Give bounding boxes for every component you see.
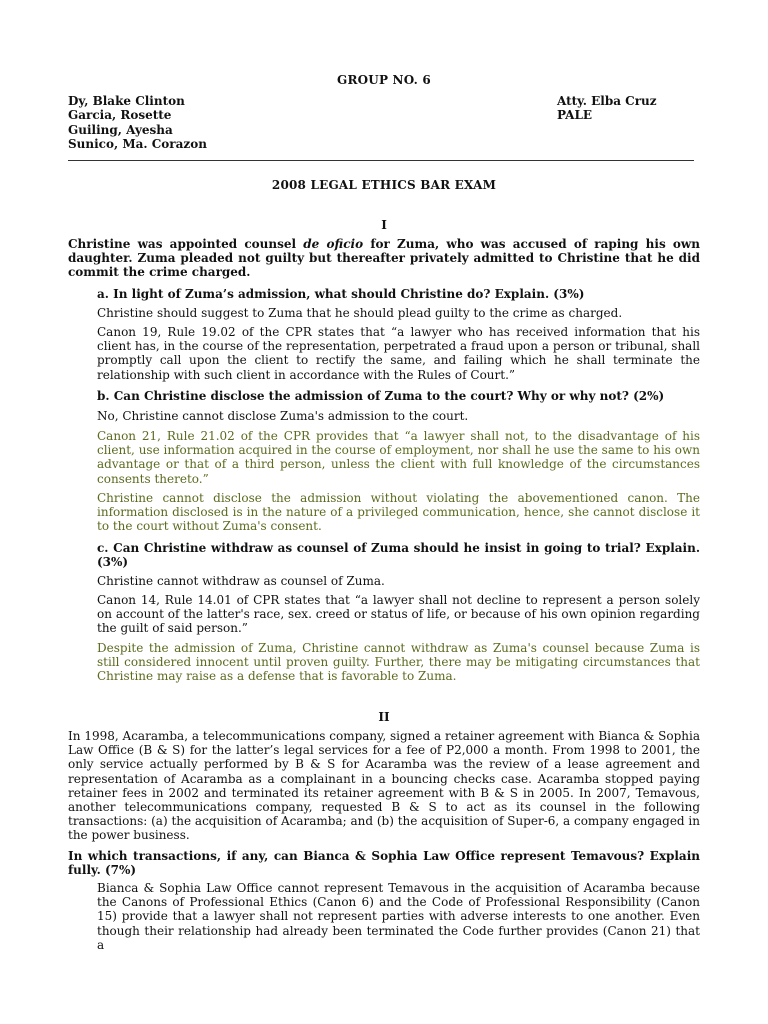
question-prompt: Christine was appointed counsel de oficio for Zuma, who was accused of raping his own daughter. Zuma pleaded not guilty but thereafter privately admitted to Christine that he did commit the crime charged. [68, 237, 700, 280]
course-name: PALE [557, 108, 593, 123]
section-number: II [378, 710, 390, 724]
sub-question-b: b. Can Christine disclose the admission of Zuma to the court? Why or why not? (2%) [97, 389, 665, 403]
answer-citation: Canon 14, Rule 14.01 of CPR states that “a lawyer shall not decline to represent a person solely on account of the latter's race, sex. creed or status of life, or because of his own opinion regarding the guilt of said person.” [97, 593, 700, 636]
section-number: I [381, 218, 387, 232]
member-name: Garcia, Rosette [68, 108, 172, 123]
answer-citation: Canon 21, Rule 21.02 of the CPR provides that “a lawyer shall not, to the disadvantage of his client, use information acquired in the course of employment, nor shall he use the same to his own advantage or that of a third person, unless the client with full knowledge of the circumstances consents thereto.” [97, 429, 700, 486]
sub-question-c: c. Can Christine withdraw as counsel of Zuma should he insist in going to trial? Explain. (3%) [97, 541, 700, 570]
answer-text: Canon 19, Rule 19.02 of the CPR states that “a lawyer who has received information that his client has, in the course of the representation, perpetrated a fraud upon a person or tribunal, shall promptly call upon the client to rectify the same, and failing which he shall terminate the relationship with such client in accordance with the Rules of Court.” [97, 325, 700, 382]
group-members [68, 94, 207, 151]
header-divider [68, 160, 694, 161]
answer-text: Christine cannot withdraw as counsel of Zuma. [97, 574, 385, 588]
sub-question-a: a. In light of Zuma’s admission, what should Christine do? Explain. (3%) [97, 287, 585, 301]
course-info [557, 94, 657, 123]
member-name: Sunico, Ma. Corazon [68, 136, 207, 151]
member-name: Guiling, Ayesha [68, 122, 173, 137]
answer-text: No, Christine cannot disclose Zuma's admission to the court. [97, 409, 469, 423]
exam-title: 2008 LEGAL ETHICS BAR EXAM [271, 178, 497, 192]
answer-text: Despite the admission of Zuma, Christine cannot withdraw as Zuma's counsel because Zuma is still considered innocent until proven guilty. Further, there may be mitigating circumstances that Christine may raise as a defense that is favorable to Zuma. [97, 641, 700, 684]
instructor-name: Atty. Elba Cruz [557, 94, 657, 108]
answer-text: Christine cannot disclose the admission without violating the abovementioned canon. The information disclosed is in the nature of a privileged communication, hence, she cannot disclose it to the court without Zuma's consent. [97, 491, 700, 534]
question-prompt: In which transactions, if any, can Bianca & Sophia Law Office represent Temavous? Explain fully. (7%) [68, 849, 700, 878]
answer-text: Christine should suggest to Zuma that he should plead guilty to the crime as charged. [97, 306, 623, 320]
facts-paragraph: In 1998, Acaramba, a telecommunications company, signed a retainer agreement with Bianca & Sophia Law Office (B & S) for the latter’s legal services for a fee of P2,000 a month. From 1998 to 2001, the only service actually performed by B & S for Acaramba was the review of a lease agreement and representation of Acaramba as a complainant in a bouncing checks case. Acaramba stopped paying retainer fees in 2002 and terminated its retainer agreement with B & S in 2005. In 2007, Temavous, another telecommunications company, requested B & S to act as its counsel in the following transactions: (a) the acquisition of Acaramba; and (b) the acquisition of Super-6, a company engaged in the power business. [68, 729, 700, 843]
member-name: Dy, Blake Clinton [68, 94, 185, 108]
group-title: GROUP NO. 6 [337, 73, 431, 87]
answer-text: Bianca & Sophia Law Office cannot represent Temavous in the acquisition of Acaramba because the Canons of Professional Ethics (Canon 6) and the Code of Professional Responsibility (Canon 15) provide that a lawyer shall not represent parties with adverse interests to one another. Even though their relationship had already been terminated the Code further provides (Canon 21) that a [97, 881, 700, 952]
